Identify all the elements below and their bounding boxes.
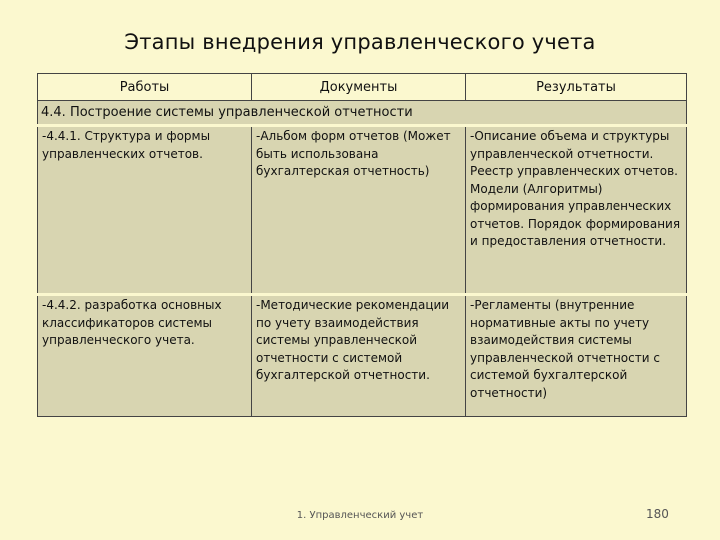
header-documents: Документы xyxy=(252,74,466,101)
header-works: Работы xyxy=(38,74,252,101)
footer-text: 1. Управленческий учет xyxy=(296,510,424,521)
cell-document: -Методические рекомендации по учету взаимодействия системы управленческой отчетности с системой бухгалтерской отчетности. xyxy=(252,295,466,417)
cell-work: -4.4.1. Структура и формы управленческих отчетов. xyxy=(38,126,252,295)
section-heading: 4.4. Построение системы управленческой отчетности xyxy=(38,101,687,126)
section-row xyxy=(38,101,687,126)
page-number: 180 xyxy=(646,507,669,521)
table-row xyxy=(38,295,687,417)
stages-table xyxy=(37,73,687,417)
cell-work: -4.4.2. разработка основных классификаторов системы управленческого учета. xyxy=(38,295,252,417)
cell-result: -Описание объема и структуры управленческой отчетности. Реестр управленческих отчетов. Модели (Алгоритмы) формирования управленческих отчетов. Порядок формирования и предоставления отчетности. xyxy=(466,126,687,295)
table-row xyxy=(38,126,687,295)
cell-document: -Альбом форм отчетов (Может быть использована бухгалтерская отчетность) xyxy=(252,126,466,295)
header-results: Результаты xyxy=(466,74,687,101)
cell-result: -Регламенты (внутренние нормативные акты по учету взаимодействия системы управленческой отчетности с системой бухгалтерской отчетности) xyxy=(466,295,687,417)
slide-title: Этапы внедрения управленческого учета xyxy=(124,30,596,54)
table-header-row xyxy=(38,74,687,101)
